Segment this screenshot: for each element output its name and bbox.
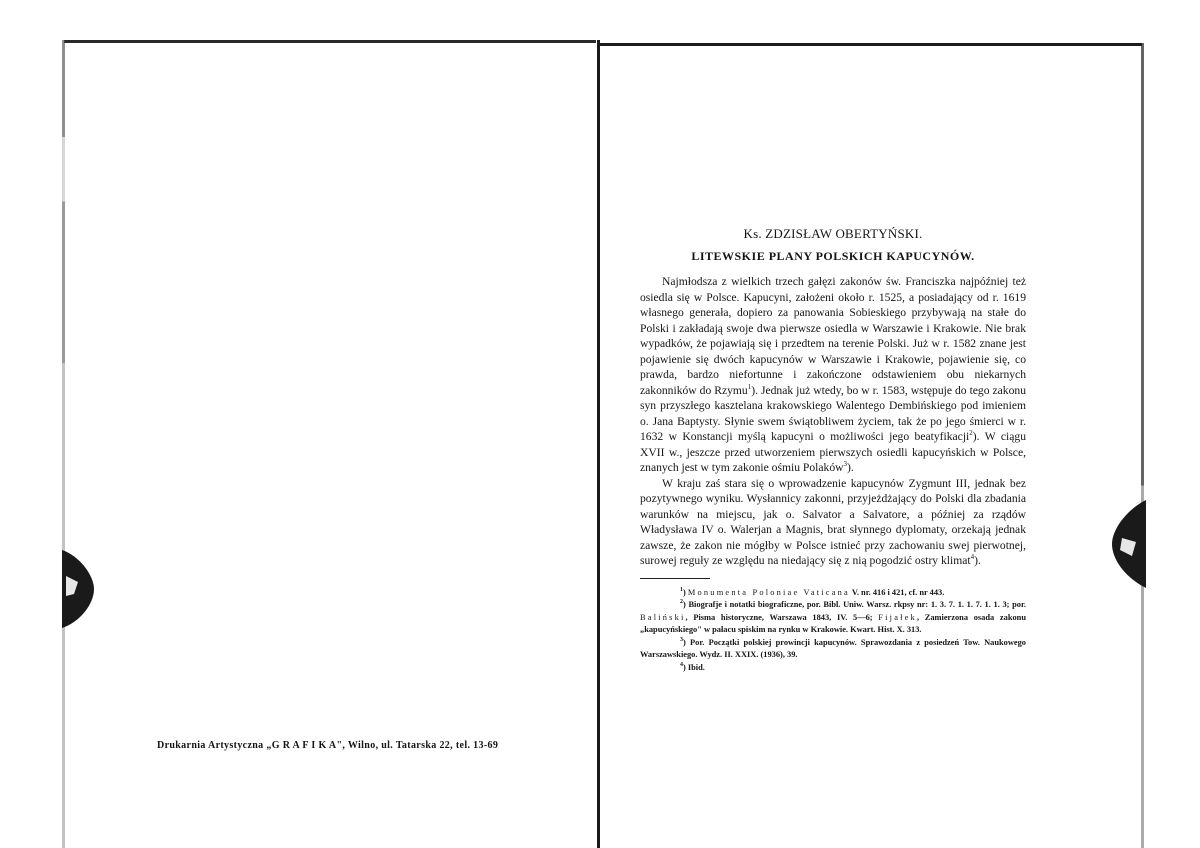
footnote-separator bbox=[640, 578, 710, 579]
scanner-clip-left bbox=[60, 546, 96, 632]
footnote-ref-1: 1 bbox=[747, 382, 752, 391]
scanner-clip-right bbox=[1108, 498, 1148, 590]
article-author: Ks. ZDZISŁAW OBERTYŃSKI. bbox=[743, 226, 923, 241]
right-page-top-edge bbox=[600, 43, 1142, 46]
article-title: LITEWSKIE PLANY POLSKICH KAPUCYNÓW. bbox=[691, 249, 975, 263]
footnote-3: $^3$) Por. Początki polskiej prowincji kapucynów. Sprawozdania z posiedzeń Tow. Naukowego Warszawskiego. Wydz. II. XXIX. (1936), 39. bbox=[640, 636, 1026, 659]
footnote-1: $^1$) Monumenta Poloniae Vaticana V. nr. 416 i 421, cf. nr 443. bbox=[680, 586, 945, 597]
printer-imprint: Drukarnia Artystyczna „G R A F I K A", Wilno, ul. Tatarska 22, tel. 13-69 bbox=[157, 740, 499, 751]
left-page-top-edge bbox=[64, 40, 596, 43]
footnote-ref-3: 3 bbox=[843, 460, 847, 469]
book-gutter bbox=[597, 40, 600, 848]
left-page-outer-edge bbox=[62, 40, 65, 848]
right-page-outer-edge bbox=[1141, 43, 1144, 848]
footnote-2: $^2$) Biografje i notatki biograficzne, por. Bibl. Uniw. Warsz. rkpsy nr: 1. 3. 7. 1. 1. 7. 1. 1. 3; por. Baliński, Pisma historyczne, Warszawa 1843, IV. 5—6; Fijałek, Zamierzona osada zakonu „kapucyńskiego" w pałacu spiskim na rynku w Krakowie. Kwart. Hist. X. 313. bbox=[640, 599, 1026, 634]
paragraph-1: Najmłodsza z wielkich trzech gałęzi zakonów św. Franciszka najpóźniej też osiedla się w Polsce. Kapucyni, założeni około r. 1525, a posiadający od r. 1619 własnego generała, dopiero za panowania Sobieskiego przybywają na stałe do Polski i zakładają swoje dwa pierwsze osiedla w Warszawie i Krakowie. Nie brak wypadków, że pojawiają się i przedtem na terenie Polski. Już w r. 1582 znane jest pojawienie się dwóch kapucynów w Warszawie i Krakowie, pojawienie się, co prawda, bardzo niefortunne i zakończone odstawieniem obu niekarnych zakonników do Rzymu$^1$). Jednak już wtedy, bo w r. 1583, wstępuje do tego zakonu syn przyszłego kasztelana krakowskiego Walentego Dembińskiego pod imieniem o. Jana Baptysty. Słynie swem świątobliwem życiem, tak że po jego śmierci w r. 1632 w Konstancji myślą kapucyni o możliwości jego beatyfikacji$^2$). W ciągu XVII w., jeszcze przed utworzeniem pierwszych osiedli kapucyńskich w Polsce, znanych jest w tym zakonie ośmiu Polaków$^3$). bbox=[640, 275, 1026, 474]
paragraph-2: W kraju zaś stara się o wprowadzenie kapucynów Zygmunt III, jednak bez pozytywnego wyniku. Wysłannicy zakonni, przyjeżdżający do Polski dla zbadania warunków na miejscu, jak o. Salvator a Salvatore, a później za rządów Władysława IV o. Walerjan a Magnis, brat słynnego dyplomaty, orzekają jednak zawsze, że zakon nie mógłby w Polsce istnieć przy zachowaniu swej pierwotnej, surowej reguły ze względu na niedający się z nią pogodzić ostry klimat$^4$). bbox=[640, 476, 1026, 567]
right-page-text bbox=[640, 226, 1026, 674]
footnote-ref-4: 4 bbox=[970, 553, 975, 562]
footnote-ref-2: 2 bbox=[969, 429, 973, 438]
footnote-4: $^4$) Ibid. bbox=[680, 661, 705, 672]
